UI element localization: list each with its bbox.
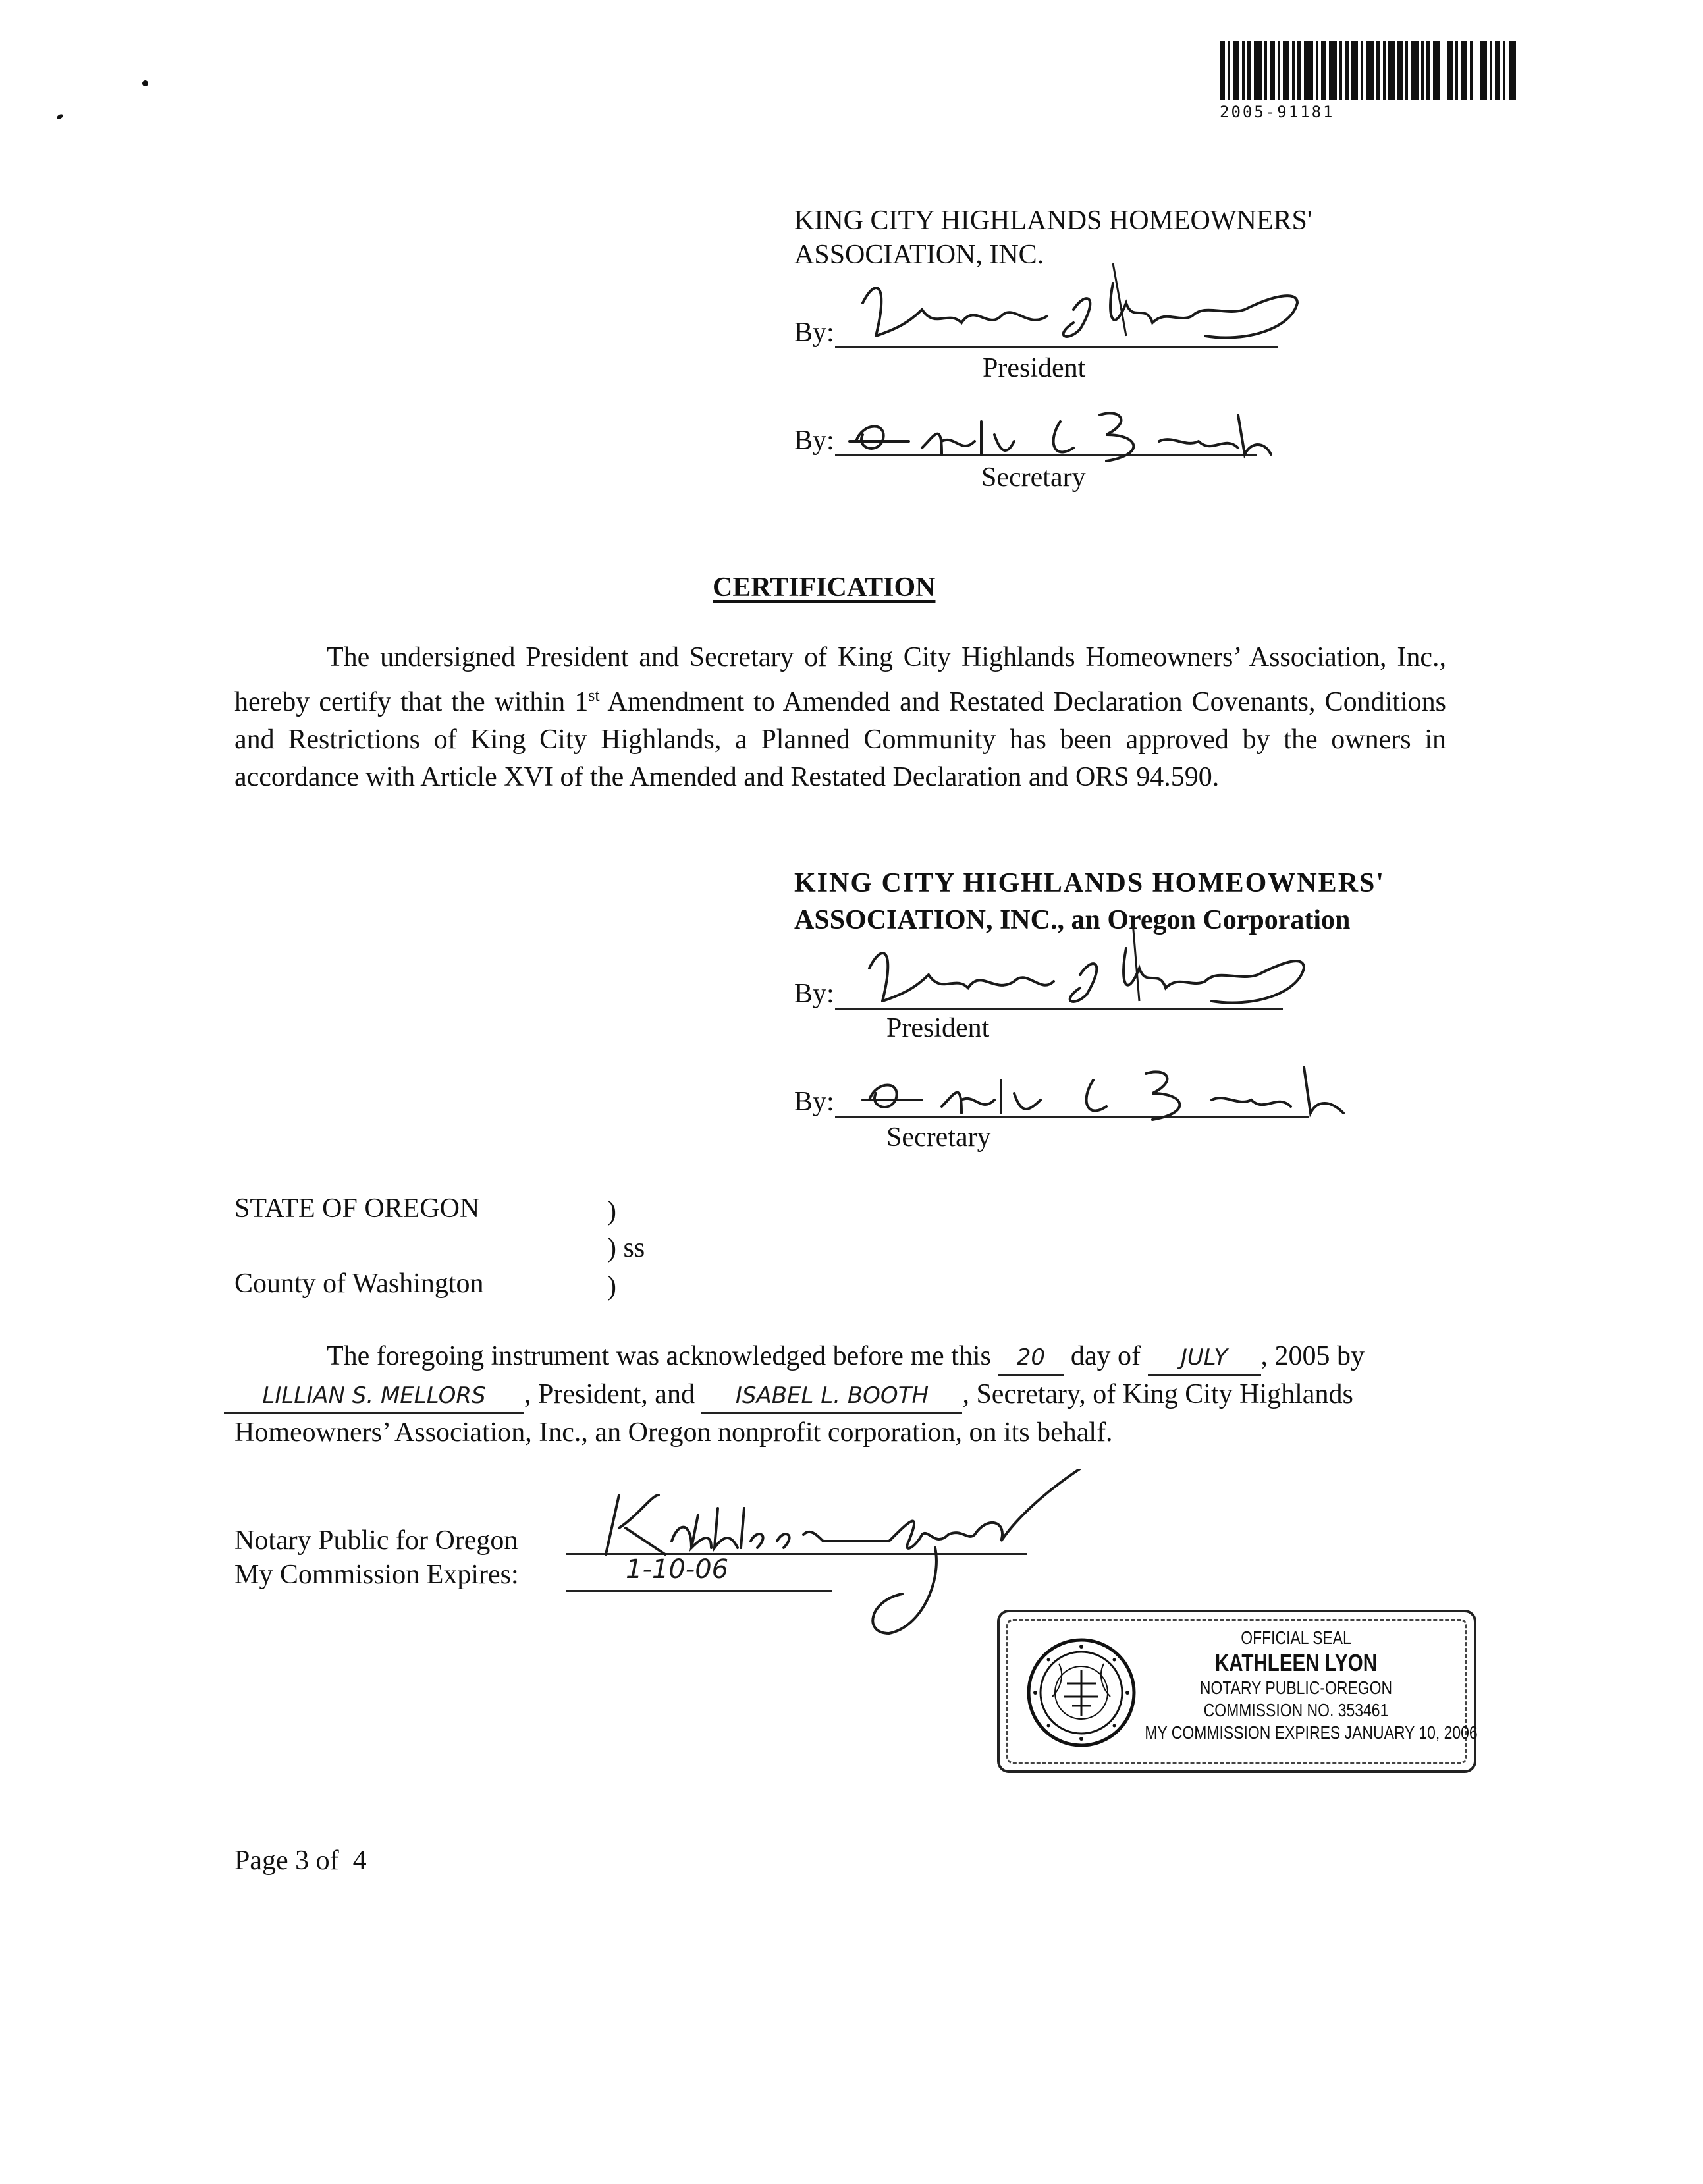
venue-county: County of Washington (234, 1269, 484, 1299)
title-president-2: President (886, 1013, 990, 1043)
ack-name-secretary-field: ISABEL L. BOOTH (701, 1379, 962, 1414)
corp-name-line1 (794, 867, 1385, 900)
by-label: By: (794, 979, 834, 1009)
venue-ss: ) ss (607, 1233, 645, 1263)
certification-body (234, 639, 1446, 796)
secretary-signature-2 (856, 1054, 1357, 1126)
org-name-line1: KING CITY HIGHLANDS HOMEOWNERS' (794, 205, 1312, 236)
ack-text: , 2005 by (1260, 1341, 1365, 1371)
commission-label: My Commission Expires: (234, 1560, 519, 1590)
seal-official: OFFICIAL SEAL (1241, 1627, 1351, 1648)
ack-text: day of (1070, 1341, 1141, 1371)
venue-paren: ) (607, 1196, 616, 1226)
page-number: Page 3 of 4 (234, 1845, 367, 1876)
org-name-line2: ASSOCIATION, INC. (794, 240, 1044, 270)
title-secretary: Secretary (981, 462, 1086, 493)
barcode-image (1220, 41, 1516, 100)
by-label: By: (794, 317, 834, 348)
secretary-signature (843, 395, 1278, 468)
ack-text: The foregoing instrument was acknowledged before me this (327, 1341, 991, 1371)
ack-month-field: JULY (1148, 1341, 1261, 1376)
title-secretary-2: Secretary (886, 1122, 991, 1153)
president-signature (836, 263, 1311, 356)
ack-day-field: 20 (998, 1341, 1064, 1376)
corp-name-line2: ASSOCIATION, INC., an Oregon Corporation (794, 905, 1351, 935)
notary-label: Notary Public for Oregon (234, 1525, 518, 1556)
seal-commission-no: COMMISSION NO. 353461 (1203, 1700, 1389, 1720)
seal-text (1112, 1627, 1480, 1744)
venue-paren: ) (607, 1271, 616, 1301)
by-label: By: (794, 425, 834, 456)
president-signature-2 (843, 922, 1317, 1014)
ack-text: , President, and (524, 1379, 695, 1409)
ack-line2 (224, 1378, 1353, 1414)
certification-text-part2: Amendment to Amended and Restated Declaration Covenants, Conditions and Restrictions of King City Highlands, a Planned Community has been approved by the owners in accordance with Article XVI of the Amended and Restated Declaration and ORS 94.590. (234, 687, 1446, 792)
venue-state: STATE OF OREGON (234, 1193, 480, 1224)
title-president: President (983, 353, 1086, 383)
certification-text-part1: The undersigned President and Secretary of King City Highlands Homeowners’ Association, Inc., hereby certify that the within 1 (234, 642, 1446, 717)
commission-date-handwritten: 1-10-06 (626, 1554, 729, 1585)
by-label: By: (794, 1087, 834, 1117)
seal-expiration: MY COMMISSION EXPIRES JANUARY 10, 2006 (1145, 1722, 1478, 1743)
ack-line3: Homeowners’ Association, Inc., an Oregon nonprofit corporation, on its behalf. (234, 1417, 1113, 1448)
seal-notary-public: NOTARY PUBLIC-OREGON (1199, 1678, 1393, 1698)
stray-mark (56, 113, 64, 120)
corp-name-line1-text: KING CITY HIGHLANDS HOMEOWNERS' (794, 868, 1386, 898)
ack-line1 (327, 1340, 1365, 1376)
stray-mark (142, 80, 148, 86)
certification-title: CERTIFICATION (713, 572, 936, 603)
notary-seal (997, 1610, 1476, 1773)
ack-name-president-field: LILLIAN S. MELLORS (224, 1379, 524, 1414)
seal-notary-name: KATHLEEN LYON (1214, 1649, 1378, 1676)
barcode-number: 2005-91181 (1220, 103, 1335, 121)
certification-superscript: st (588, 686, 600, 705)
ack-text: , Secretary, of King City Highlands (962, 1379, 1353, 1409)
